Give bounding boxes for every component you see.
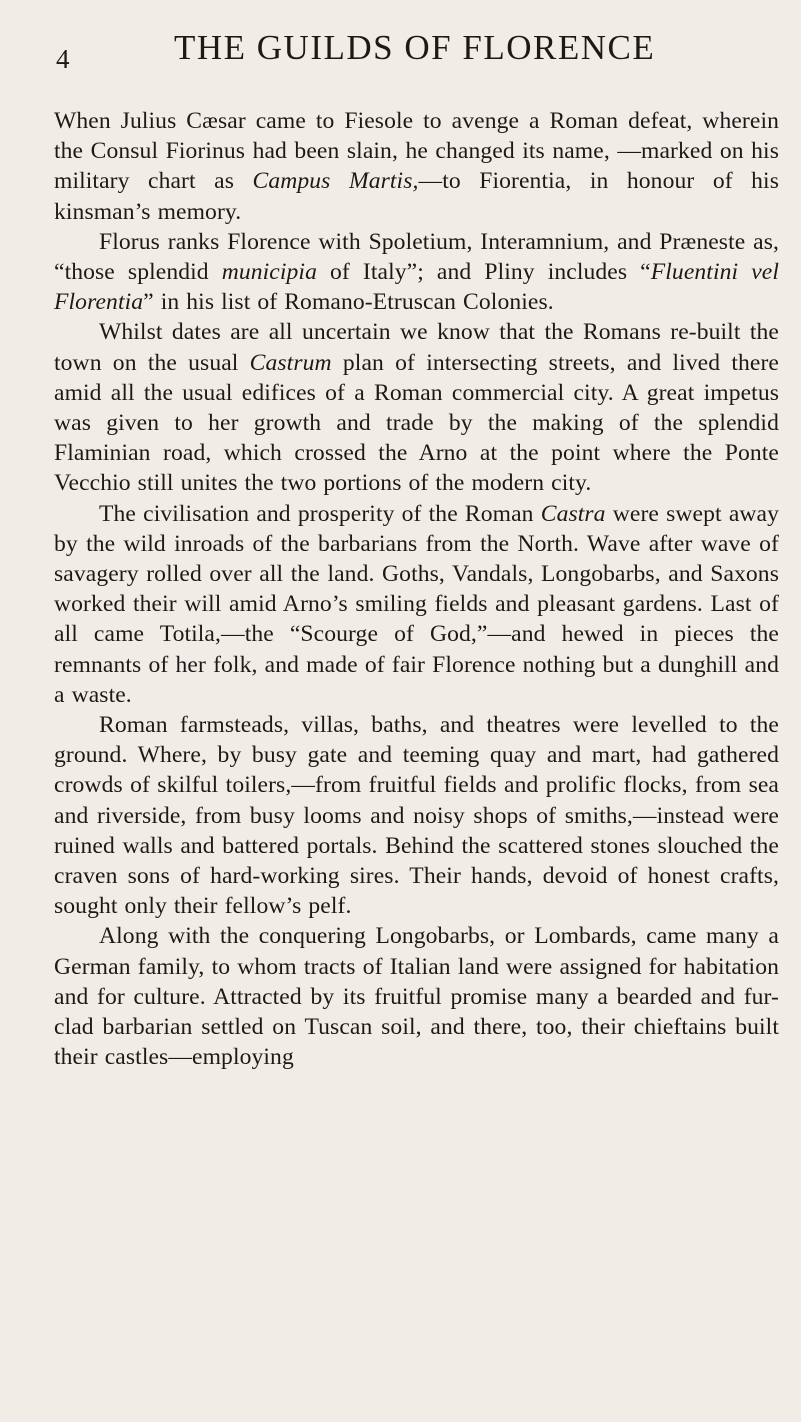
book-page (0, 28, 801, 1422)
para-1-seg-2: Campus Martis, (252, 168, 419, 195)
para-2-seg-3: of Italy”; and Pliny includes “ (316, 259, 651, 286)
running-title: THE GUILDS OF FLORENCE (174, 28, 656, 67)
para-3-seg-1: Whilst dates are all uncertain we know that the Romans re-built the town on the usual (54, 319, 779, 376)
para-2-seg-5: ” in his list of Romano-Etruscan Colonies. (143, 289, 554, 316)
para-1-seg-1: When Julius Cæsar came to Fiesole to avenge a Roman defeat, wherein the Consul Fiorinus had been slain, he changed its name, —marked on his military chart as (54, 108, 779, 195)
paragraph-1 (54, 106, 779, 227)
paragraph-4 (54, 499, 779, 710)
page-number: 4 (56, 44, 70, 74)
paragraph-2 (54, 227, 779, 318)
para-2-seg-2: municipia (221, 259, 317, 286)
para-6-seg-1: Along with the conquering Longobarbs, or Lombards, came many a German family, to whom tracts of Italian land were assigned for habitation and for culture. Attracted by its fruitful promise many a bearded and fur-clad barbarian settled on Tuscan soil, and there, too, their chieftains built their castles—employing (54, 923, 779, 1071)
para-2-seg-1: Florus ranks Florence with Spoletium, Interamnium, and Præneste as, “those splendid (54, 228, 779, 286)
para-4-seg-1: The civilisation and prosperity of the Roman (99, 500, 541, 527)
body-text (54, 106, 779, 1073)
paragraph-3 (54, 317, 779, 498)
running-header (54, 28, 779, 94)
para-4-seg-3: were swept away by the wild inroads of the barbarians from the North. Wave after wave of savagery rolled over all the land. Goths, Vandals, Longobarbs, and Saxons worked their will amid Arno’s smiling fields and pleasant gardens. Last of all came Totila,—the “Scourge of God,”—and hewed in pieces the remnants of her folk, and made of fair Florence nothing but a dunghill and a waste. (54, 500, 779, 708)
para-4-seg-2: Castra (540, 500, 606, 527)
paragraph-5 (54, 710, 779, 921)
para-3-seg-3: plan of intersecting streets, and lived there amid all the usual edifices of a Roman commercial city. A great impetus was given to her growth and trade by the making of the splendid Flaminian road, which crossed the Arno at the point where the Ponte Vecchio still unites the two portions of the modern city. (54, 349, 779, 497)
para-5-seg-1: Roman farmsteads, villas, baths, and theatres were levelled to the ground. Where, by busy gate and teeming quay and mart, had gathered crowds of skilful toilers,—from fruitful fields and prolific flocks, from sea and riverside, from busy looms and noisy shops of smiths,—instead were ruined walls and battered portals. Behind the scattered stones slouched the craven sons of hard-working sires. Their hands, devoid of honest crafts, sought only their fellow’s pelf. (54, 712, 779, 920)
para-2-seg-4: Fluentini vel Florentia (54, 259, 780, 316)
para-1-seg-3: —to Fiorentia, in honour of his kinsman’s memory. (54, 168, 779, 225)
paragraph-6 (54, 921, 779, 1072)
para-3-seg-2: Castrum (249, 349, 332, 376)
